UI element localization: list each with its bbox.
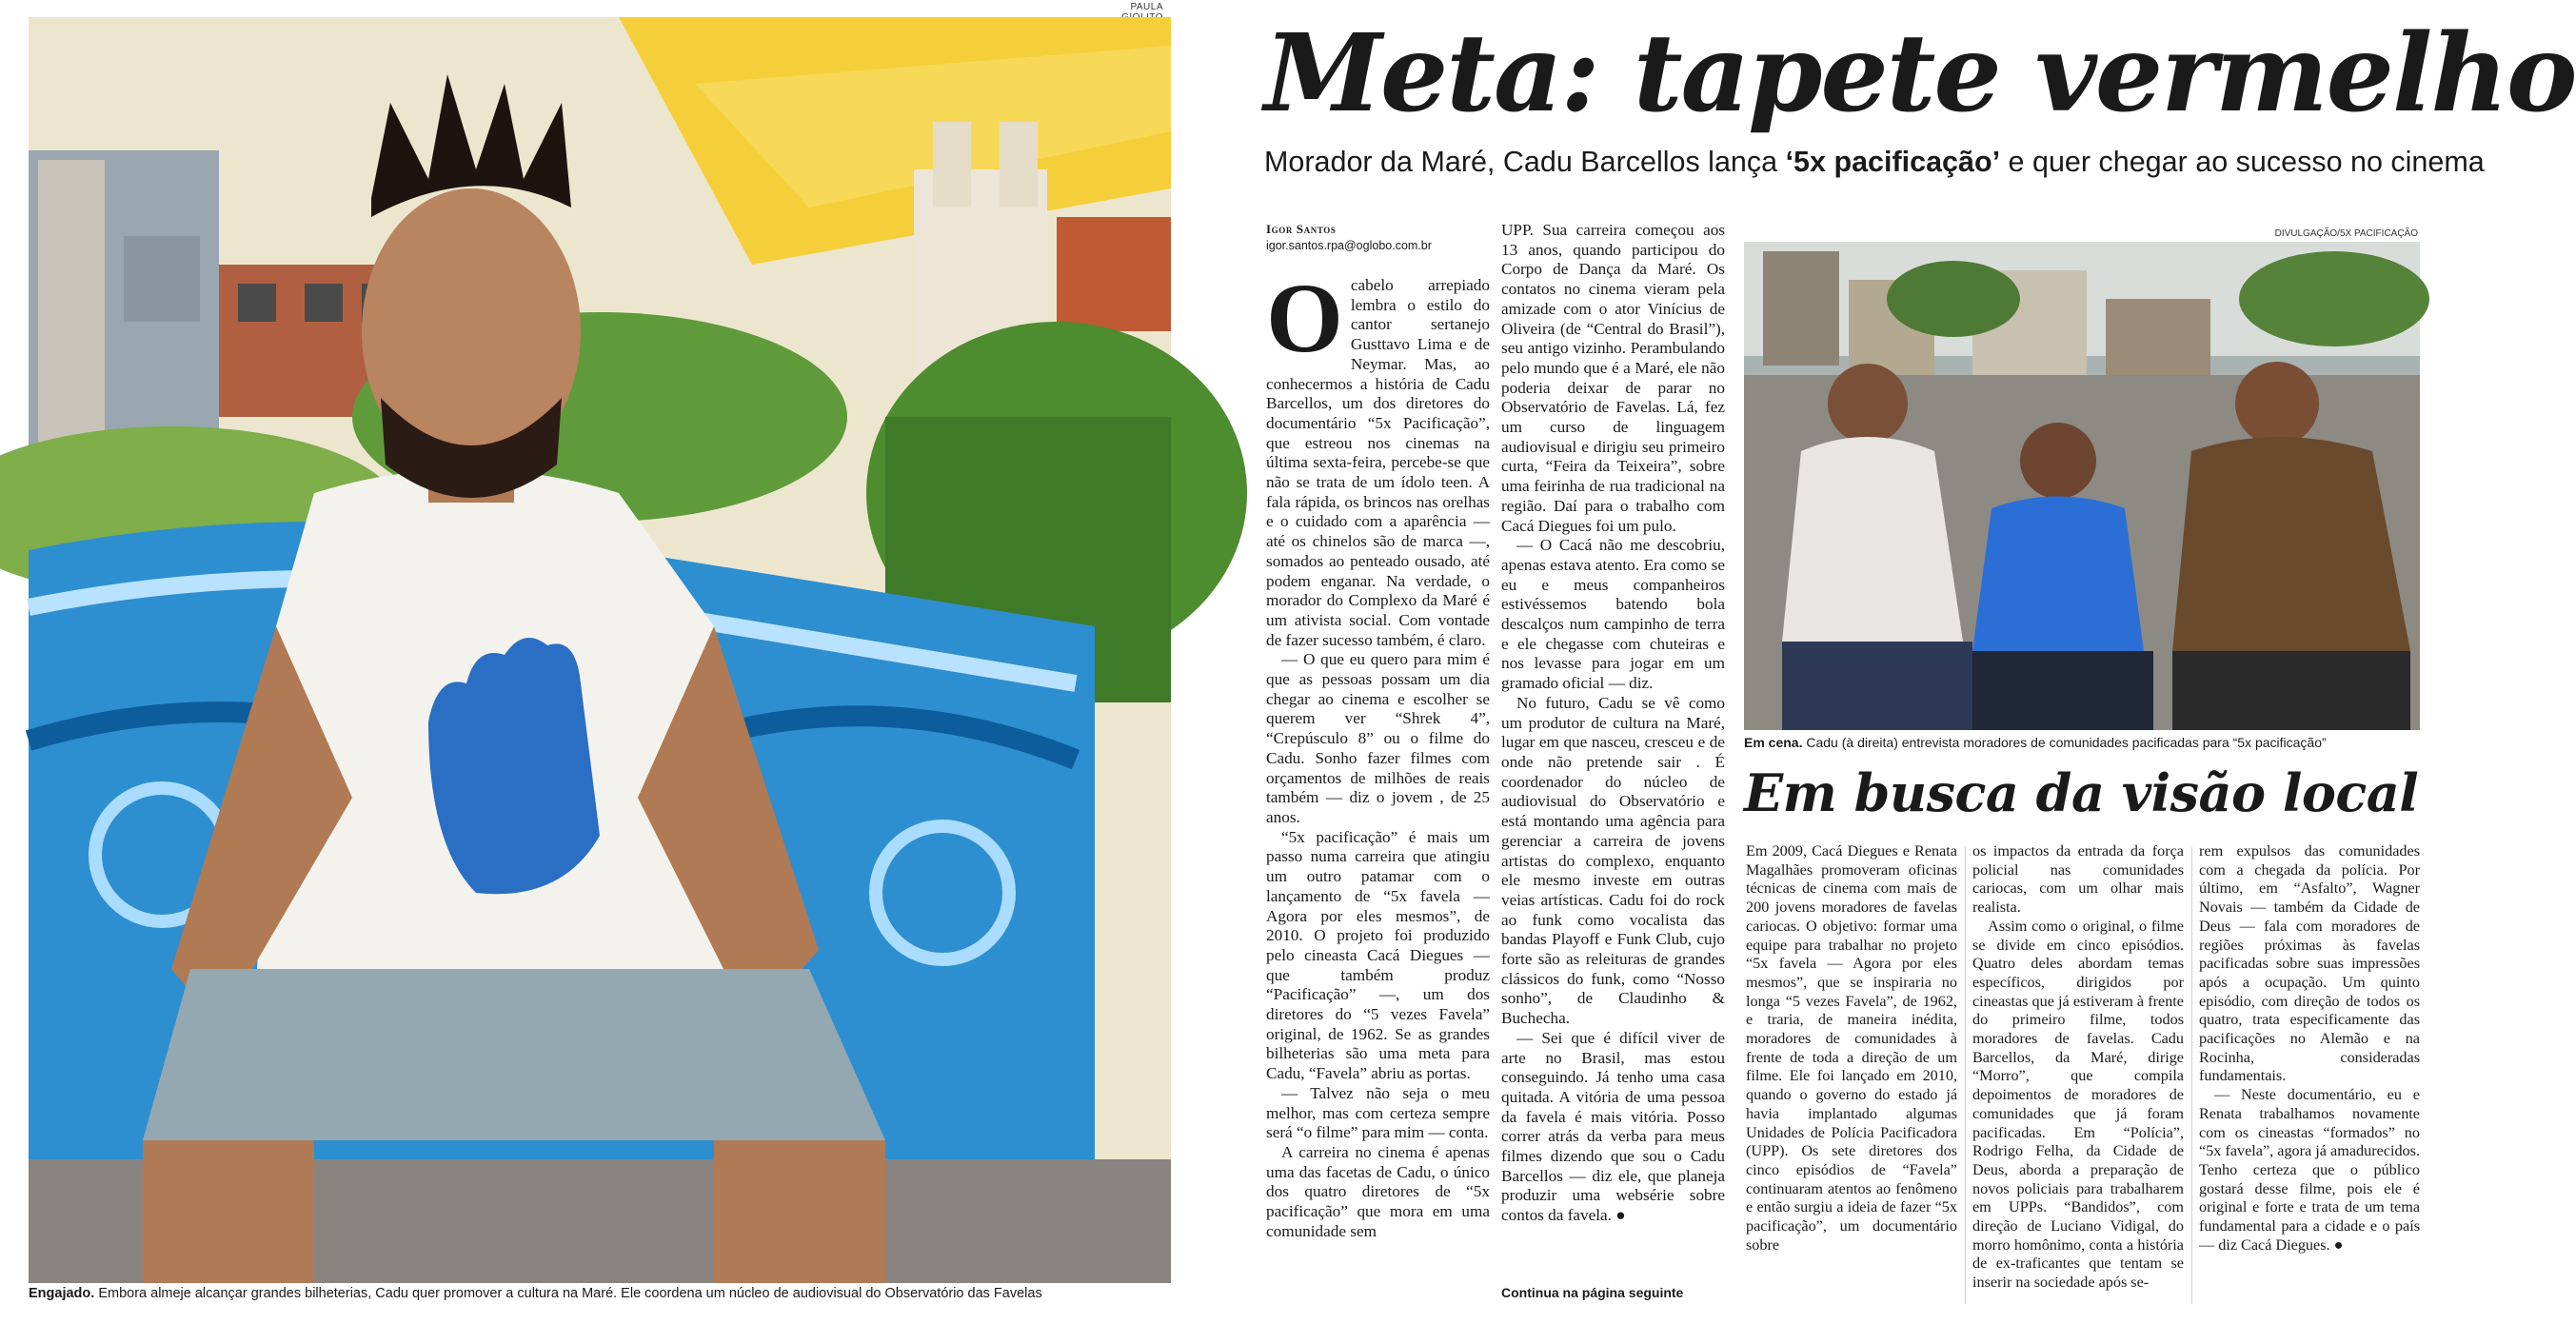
paragraph: rem expulsos das comunidades com a chegada da polícia. Por último, em “Asfalto”, Wagner Novais — também da Cidade de Deus — fala com moradores de regiões próximas às favelas pacificadas sobre suas impressões após a ocupação. Um quinto episódio, com direção de todos os quatro, trata especificamente das pacificações no Alemão e na Rocinha, consideradas fundamentais. [2199,842,2420,1085]
paragraph: A carreira no cinema é apenas uma das facetas de Cadu, o único dos quatro diretores de “5x pacificação” que mora em uma comunidade sem [1266,1142,1490,1240]
portrait-photo [29,17,1171,1283]
subheadline [1264,143,2485,181]
sidebar-column-3 [2199,842,2420,1309]
subhead-text-2: e quer chegar ao sucesso no cinema [2000,146,2485,178]
paragraph: os impactos da entrada da força policial nas comunidades cariocas, com um olhar mais realista. [1972,842,2184,917]
sidebar-column-1 [1746,842,1957,1309]
paragraph: — Talvez não seja o meu melhor, mas com certeza sempre será “o filme” para mim — conta. [1266,1083,1490,1142]
subhead-text-1: Morador da Maré, Cadu Barcellos lança [1264,146,1786,178]
caption-label: Em cena. [1744,735,1803,750]
photo-credit-left: PAULA [1130,2,1163,12]
photo-caption-right [1744,734,2420,751]
paragraph: No futuro, Cadu se vê como um produtor de cultura na Maré, lugar em que nasceu, cresceu e de onde não pretende sair . É coordenador do núcleo de audiovisual do Observatório e está montando uma agência para gerenciar a carreira de jovens artistas do complexo, enquanto ele mesmo investe em outras veias artísticas. Cadu foi do rock ao funk como vocalista das bandas Playoff e Funk Club, cujo forte são as releituras de grandes clássicos do funk, como “Nosso sonho”, de Claudinho & Buchecha. [1501,693,1725,1028]
paragraph: “5x pacificação” é mais um passo numa carreira que atingiu um outro patamar com o lançamento de “5x favela — Agora por eles mesmos”, de 2010. O projeto foi produzido pelo cineasta Cacá Diegues — que também produz “Pacificação” —, um dos diretores do “5 vezes Favela” original, de 1962. Se as grandes bilheterias são uma meta para Cadu, “Favela” abriu as portas. [1266,827,1490,1083]
paragraph: — O Cacá não me descobriu, apenas estava atento. Era como se eu e meus companheiros estivéssemos batendo bola descalços num campinho de terra e ele chegasse com chuteiras e nos levasse para jogar em um gramado oficial — diz. [1501,536,1725,693]
scene-photo [1744,242,2420,730]
paragraph: — Neste documentário, eu e Renata trabalhamos novamente com os cineastas “formados” no “5x favela”, agora já amadurecidos. Tenho certeza que o público gostará desse filme, pois ele é original e forte e trata de um tema fundamental para a cidade e o país — diz Cacá Diegues. ● [2199,1086,2420,1254]
caption-label: Engajado. [29,1286,95,1301]
article-column-1 [1266,264,1490,1283]
photo-credit-right: DIVULGAÇÃO/5X PACIFICAÇÃO [2274,228,2418,239]
column-divider [1965,847,1966,1304]
scene-illustration [1744,242,2420,730]
photo-caption-left [29,1285,1171,1302]
article-column-2 [1501,221,1725,1270]
author-email[interactable]: igor.santos.rpa@oglobo.com.br [1266,239,1432,252]
sidebar-headline: Em busca da visão local [1744,762,2419,823]
paragraph: UPP. Sua carreira começou aos 13 anos, quando participou do Corpo de Dança da Maré. Os contatos no cinema vieram pela amizade com o ator Vinícius de Oliveira (de “Central do Brasil”), seu antigo vizinho. Perambulando pelo mundo que é a Maré, ele não poderia deixar de parar no Observatório de Favelas. Lá, fez um curso de linguagem audiovisual e dirigiu seu primeiro curta, “Feira da Teixeira”, sobre uma feirinha de rua tradicional na região. Daí para o trabalho com Cacá Diegues foi um pulo. [1501,221,1725,535]
column-divider [2191,847,2192,1304]
drop-cap: O [1266,264,1343,373]
paragraph: cabelo arrepiado lembra o estilo do cantor sertanejo Gusttavo Lima e de Neymar. Mas, ao conhecermos a história de Cadu Barcellos, um dos diretores do documentário “5x Pacificação”, que estreou nos cinemas na última sexta-feira, percebe-se que não se trata de um ídolo teen. A fala rápida, os brincos nas orelhas e o cuidado com a aparência — até os chinelos são de marca —, somados ao penteado ousado, até podem enganar. Na verdade, o morador do Complexo da Maré é um ativista social. Com vontade de fazer sucesso também, é claro. [1266,276,1490,649]
caption-text: Embora almeje alcançar grandes bilheterias, Cadu quer promover a cultura na Maré. Ele coordena um núcleo de audiovisual do Observatório das Favelas [94,1286,1042,1301]
sidebar-column-2 [1972,842,2184,1309]
headline: Meta: tapete vermelho [1264,11,2576,136]
continued-link[interactable]: Continua na página seguinte [1501,1285,1684,1300]
byline [1266,221,1495,253]
paragraph: — O que eu quero para mim é que as pessoas possam um dia chegar ao cinema e escolher se querem ver “Shrek 4”, “Crepúsculo 8” ou o filme do Cadu. Sonho fazer filmes com orçamentos de milhões de reais também — diz o jovem , de 25 anos. [1266,650,1490,826]
paragraph: — Sei que é difícil viver de arte no Brasil, mas estou conseguindo. Já tenho uma casa quitada. A vitória de uma pessoa da favela é mais vitória. Posso correr atrás da verba para meus filmes dizendo que sou o Cadu Barcellos — diz ele, que planeja produzir uma websérie sobre contos da favela. ● [1501,1028,1725,1225]
portrait-illustration [29,17,1171,1283]
author-name: Igor Santos [1266,222,1337,236]
paragraph: Em 2009, Cacá Diegues e Renata Magalhães promoveram oficinas técnicas de cinema com mais de 200 jovens moradores de favelas cariocas. O objetivo: formar uma equipe para trabalhar no projeto “5x favela — Agora por eles mesmos”, que se inspiraria no longa “5 vezes Favela”, de 1962, e traria, de maneira inédita, moradores de comunidades à frente de toda a direção de um filme. Ele foi lançado em 2010, quando o governo do estado já havia implantado algumas Unidades de Polícia Pacificadora (UPP). Os sete diretores dos cinco episódios de “Favela” continuaram atentos ao fenômeno e então surgiu a ideia de fazer “5x pacificação”, um documentário sobre [1746,842,1957,1254]
paragraph: Assim como o original, o filme se divide em cinco episódios. Quatro deles abordam temas específicos, dirigidos por cineastas que já estiveram à frente do primeiro filme, todos moradores de favelas. Cadu Barcellos, da Maré, dirige “Morro”, que compila depoimentos de moradores de comunidades que já foram pacificadas. Em “Polícia”, Rodrigo Felha, da Cidade de Deus, aborda a preparação de novos policiais para trabalharem em UPPs. “Bandidos”, com direção de Luciano Vidigal, do morro homônimo, conta a história de ex-traficantes que tentam se inserir na sociedade após se- [1972,917,2184,1292]
caption-text: Cadu (à direita) entrevista moradores de comunidades pacificadas para “5x pacificação” [1802,735,2327,750]
subhead-film-title: ‘5x pacificação’ [1785,146,2001,178]
